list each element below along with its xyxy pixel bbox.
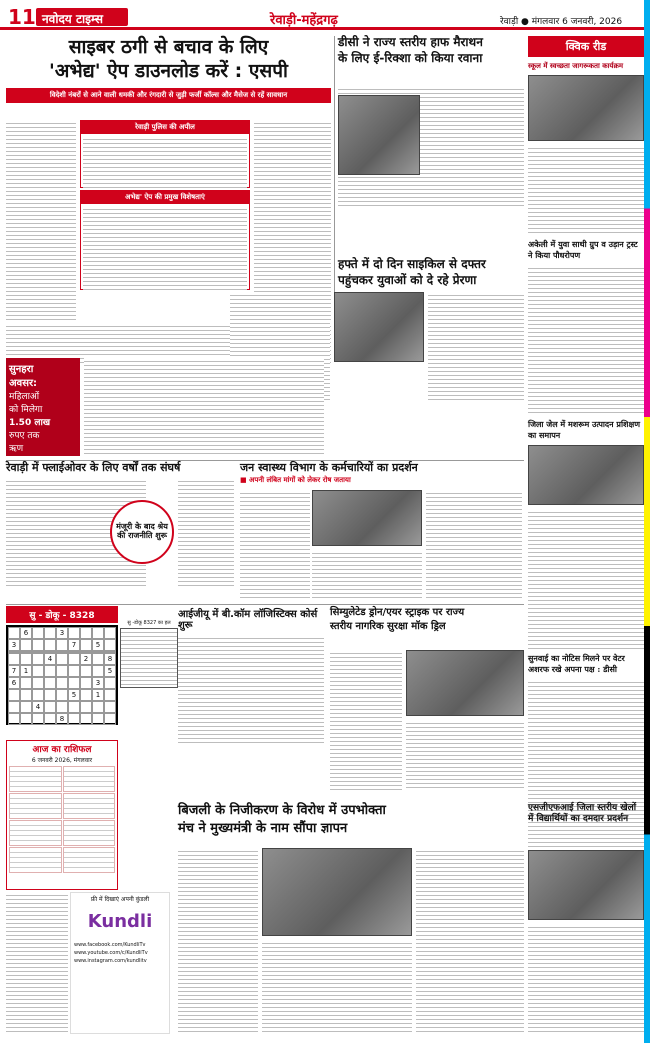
kundli-instagram[interactable]: www.instagram.com/kundlitv [74,958,147,964]
quickread-item2: अकेली में युवा साथी ग्रुप व उड़ान ट्रस्ट ने किया पौधरोपण [528,239,638,260]
sudoku-cell [80,639,92,651]
sudoku-cell [68,677,80,689]
sudoku-cell [104,627,116,639]
quickread-item3: जिला जेल में मशरूम उत्पादन प्रशिक्षण का समापन [528,419,640,440]
sudoku-panel [6,606,118,738]
electricity-headline-line1: बिजली के निजीकरण के विरोध में उपभोक्ता [178,803,386,818]
sudoku-cell [92,701,104,713]
sudoku-cell: 3 [92,677,104,689]
sudoku-cell [80,701,92,713]
kundli-facebook[interactable]: www.facebook.com/KundliTv [74,942,146,948]
cyber-headline-line1: साइबर ठगी से बचाव के लिए [68,36,269,58]
print-color-strip [644,0,650,1043]
sudoku-cell [44,689,56,701]
sudoku-cell [44,713,56,725]
sudoku-prev-label: सु -डोकू 8327 का हल [127,620,171,626]
sudoku-cell: 5 [104,665,116,677]
flyover-headline: रेवाड़ी में फ्लाईओवर के लिए वर्षों तक संघर्ष [6,461,181,474]
sudoku-cell [20,713,32,725]
rashifal-tile [63,793,116,819]
halfmarathon-photo [338,95,420,175]
quickread-label: क्विक रीड [528,36,644,57]
loan-body [84,358,324,456]
masthead [0,0,650,30]
sudoku-cell [32,639,44,651]
quickread-item1: स्कूल में स्वच्छता जागरूकता कार्यक्रम [528,61,624,70]
kundli-youtube[interactable]: www.youtube.com/c/KundliTv [74,950,148,956]
drill-body2 [406,720,524,790]
sudoku-cell [32,689,44,701]
sudoku-cell [104,677,116,689]
sudoku-cell [20,701,32,713]
sudoku-cell [56,701,68,713]
drill-photo [406,650,524,716]
sudoku-cell [8,627,20,639]
rashifal-panel [6,740,118,890]
cyber-box [80,120,250,188]
sudoku-cell: 6 [20,627,32,639]
drill-headline-line2: स्तरीय नागरिक सुरक्षा मॉक ड्रिल [330,620,446,632]
sudoku-cell [104,701,116,713]
page-date: रेवाड़ी ● मंगलवार 6 जनवरी, 2026 [500,17,623,27]
sudoku-label: सु - डोकू - 8328 [6,606,118,623]
sudoku-cell [80,677,92,689]
electricity-body2 [262,940,412,1034]
sgfi-body [528,924,644,1034]
quickread-photo1 [528,75,644,141]
sudoku-cell [68,701,80,713]
drill-headline-line1: सिम्युलेटेड ड्रोन/एयर स्ट्राइक पर राज्य [330,607,465,618]
sudoku-cell [80,713,92,725]
flyover-body2 [178,478,234,588]
sudoku-cell [92,713,104,725]
sudoku-cell: 3 [56,627,68,639]
sudoku-cell [32,713,44,725]
quickread-body2 [528,265,644,415]
loan-line6: रुपए तक [9,431,40,441]
cyber-body-col1 [6,120,76,320]
sudoku-cell [68,665,80,677]
halfmarathon-headline-line2: के लिए ई-रिक्शा को किया रवाना [338,50,483,65]
sudoku-cell [8,701,20,713]
health-body1 [240,490,310,600]
quickread-body1 [528,145,644,235]
column-divider [334,36,335,336]
loan-line4: को मिलेगा [9,405,43,415]
sudoku-cell [8,713,20,725]
sudoku-cell [68,653,80,665]
electricity-body1 [178,848,258,1034]
kundli-brand: Kundli [87,911,153,932]
quickread-body3 [528,509,644,649]
sudoku-cell [68,713,80,725]
rashifal-tile [9,820,62,846]
rashifal-tile [9,766,62,792]
kundli-tagline: फ्री में दिखाएं अपनी कुंडली [90,896,150,903]
rashifal-tile [9,793,62,819]
sudoku-cell [80,665,92,677]
health-subhead: ■ अपनी लंबित मांगों को लेकर रोष जताया [240,475,351,484]
sudoku-cell [80,627,92,639]
quickread-photo3 [528,445,644,505]
electricity-body3 [416,848,524,1034]
cyber-box-title: रेवाड़ी पुलिस की अपील [81,121,249,134]
rashifal-more [6,892,68,1034]
sudoku-cell [56,639,68,651]
health-body2 [312,550,422,600]
sgfi-headline-line1: एसजीएफआई जिला स्तरीय खेलों [528,803,637,813]
sudoku-cell: 4 [44,653,56,665]
page-number: 11 [8,5,36,29]
health-photo [312,490,422,546]
sudoku-cell: 8 [56,713,68,725]
sudoku-cell: 1 [92,689,104,701]
loan-line5: 1.50 लाख [9,418,51,428]
sudoku-cell [8,689,20,701]
drill-body1 [330,650,402,790]
cyber-subhead: विदेशी नंबरों से आने वाली धमकी और रंगदारी से जुड़ी फर्जी कॉल्स और मैसेज से रहें सावधान [6,88,331,103]
rashifal-date: 6 जनवरी 2026, मंगलवार [31,757,93,764]
sudoku-cell [20,677,32,689]
cyber-box-body [83,136,247,188]
sudoku-cell: 7 [8,665,20,677]
sudoku-cell [44,677,56,689]
sudoku-cell [104,713,116,725]
loan-line3: महिलाओं [9,392,40,402]
sudoku-cell [20,639,32,651]
rashifal-tile [63,820,116,846]
igu-story [178,610,324,740]
cyber-box2-body [83,206,247,290]
cyber-body-col3 [254,120,331,320]
sudoku-cell: 3 [8,639,20,651]
rashifal-tile [63,847,116,873]
kundli-ad [70,892,170,1034]
sudoku-solution-panel [120,620,178,738]
halfmarathon-headline-line1: डीसी ने राज्य स्तरीय हाफ मैराथन [338,35,483,49]
rashifal-grid [9,766,115,873]
sudoku-cell [32,653,44,665]
cycle-headline-line1: हफ्ते में दो दिन साइकिल से दफ्तर [338,257,486,271]
sudoku-cell [44,665,56,677]
sudoku-cell [32,627,44,639]
cyber-box2-title: अभेद्य' ऐप की प्रमुख विशेषताएं [81,191,249,204]
sudoku-cell [20,653,32,665]
sudoku-cell [92,653,104,665]
sgfi-headline-line2: में विद्यार्थियों का दमदार प्रदर्शन [528,814,629,825]
sudoku-cell [92,627,104,639]
sgfi-photo [528,850,644,920]
cyber-box2 [80,190,250,290]
cyber-headline-line2: 'अभेद्य' ऐप डाउनलोड करें : एसपी [49,59,288,82]
igu-body [178,635,324,745]
rashifal-title: आज का राशिफल [32,745,92,755]
sudoku-cell: 2 [80,653,92,665]
paper-name: नवोदय टाइम्स [36,8,128,26]
sudoku-cell: 8 [104,653,116,665]
rule-2 [6,604,524,605]
sudoku-prev-grid [120,628,178,688]
flyover-inset [110,500,174,564]
sudoku-cell [44,701,56,713]
sudoku-cell [56,677,68,689]
rashifal-tile [63,766,116,792]
sudoku-cell [8,653,20,665]
electricity-photo [262,848,412,936]
health-body3 [426,490,522,600]
health-headline: जन स्वास्थ्य विभाग के कर्मचारियों का प्रदर्शन [240,461,418,474]
cycle-headline-line2: पहुंचकर युवाओं को दे रहे प्रेरणा [338,272,477,287]
sudoku-cell [32,665,44,677]
sudoku-cell [80,689,92,701]
sudoku-cell [56,665,68,677]
sudoku-cell [44,639,56,651]
sudoku-cell: 5 [92,639,104,651]
sudoku-cell [44,627,56,639]
sudoku-cell [56,689,68,701]
district-title: रेवाड़ी-महेंद्रगढ़ [270,13,338,28]
loan-line7: ऋण [9,444,24,454]
sudoku-cell [104,689,116,701]
quickread-item4: सुनवाई का नोटिस मिलने पर वेटर अशरफ रखे अपना पक्ष : डीसी [528,653,625,674]
cycle-photo [334,292,424,362]
electricity-headline-line2: मंच ने मुख्यमंत्री के नाम सौंपा ज्ञापन [178,820,348,836]
sudoku-cell: 5 [68,689,80,701]
sudoku-cell: 6 [8,677,20,689]
sudoku-cell [56,653,68,665]
rashifal-tile [9,847,62,873]
cycle-body2 [428,292,524,402]
sudoku-cell: 1 [20,665,32,677]
sudoku-cell: 4 [32,701,44,713]
sudoku-cell [68,627,80,639]
sudoku-cell [32,677,44,689]
sudoku-cell [104,639,116,651]
sudoku-cell [92,665,104,677]
igu-headline: आईजीयू में बी.कॉम लॉजिस्टिक्स कोर्स शुरू [178,609,318,631]
loan-line2: अवसर: [9,378,38,389]
flyover-inset-text: मंजूरी के बाद श्रेय की राजनीति शुरू [116,522,168,540]
sudoku-grid [6,625,118,725]
sudoku-cell: 7 [68,639,80,651]
sudoku-cell [20,689,32,701]
loan-box [6,358,80,456]
loan-line1: सुनहरा [9,364,34,375]
